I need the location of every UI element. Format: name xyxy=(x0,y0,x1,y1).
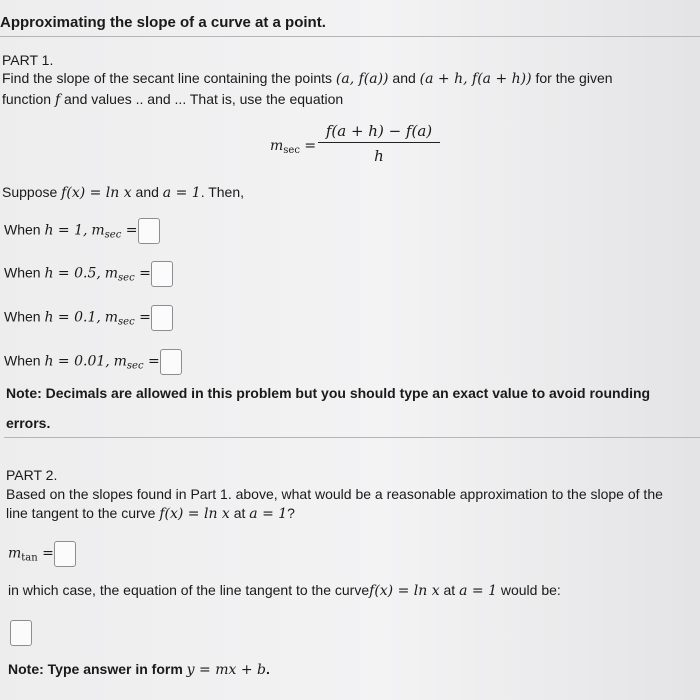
part2-line1: Based on the slopes found in Part 1. above, what would be a reasonable approximation to the slope of the xyxy=(6,486,663,502)
answer-input-h01[interactable] xyxy=(151,305,173,331)
part2-line2: line tangent to the curve f(x) = ln x at a = 1? xyxy=(6,505,295,522)
answer-input-h05[interactable] xyxy=(151,261,173,287)
h05-row: When h = 0.5, $m_{sec}$ = xyxy=(4,261,173,287)
secant-equation-fraction xyxy=(318,122,440,165)
part1-note-line2: errors. xyxy=(6,415,51,431)
part1-heading: PART 1. xyxy=(2,52,54,68)
fraction-numerator: f(a + h) − f(a) xyxy=(318,122,440,143)
part1-intro-line1: Find the slope of the secant line containing the points (a, f(a)) and (a + h, f(a + h)) for the given xyxy=(2,70,613,87)
tangent-line-text: in which case, the equation of the line tangent to the curvef(x) = ln x at a = 1 would be: xyxy=(8,582,561,599)
title-divider xyxy=(0,36,700,37)
answer-input-tangent-equation[interactable] xyxy=(10,620,32,646)
part-divider xyxy=(4,437,700,438)
page-title: Approximating the slope of a curve at a point. xyxy=(0,14,326,31)
answer-input-mtan[interactable] xyxy=(54,541,76,567)
h001-row: When h = 0.01, $m_{sec}$ = xyxy=(4,349,182,375)
part2-note: Note: Type answer in form y = mx + b. xyxy=(8,661,270,678)
answer-input-h001[interactable] xyxy=(160,349,182,375)
suppose-line: Suppose f(x) = ln x and a = 1. Then, xyxy=(2,184,245,201)
part1-intro-line2: function f and values .. and ... That is, use the equation xyxy=(2,91,344,108)
h1-row: When h = 1, $m_{sec}$ = xyxy=(4,218,160,244)
h01-row: When h = 0.1, $m_{sec}$ = xyxy=(4,305,173,331)
fraction-denominator: h xyxy=(374,147,384,165)
secant-equation-lhs: $m_{sec}$ = xyxy=(270,138,317,156)
answer-input-h1[interactable] xyxy=(138,218,160,244)
part1-note-line1: Note: Decimals are allowed in this problem but you should type an exact value to avoid rounding xyxy=(6,385,651,401)
mtan-row: $m_{tan}$ = xyxy=(8,541,76,567)
part2-heading: PART 2. xyxy=(6,467,58,483)
